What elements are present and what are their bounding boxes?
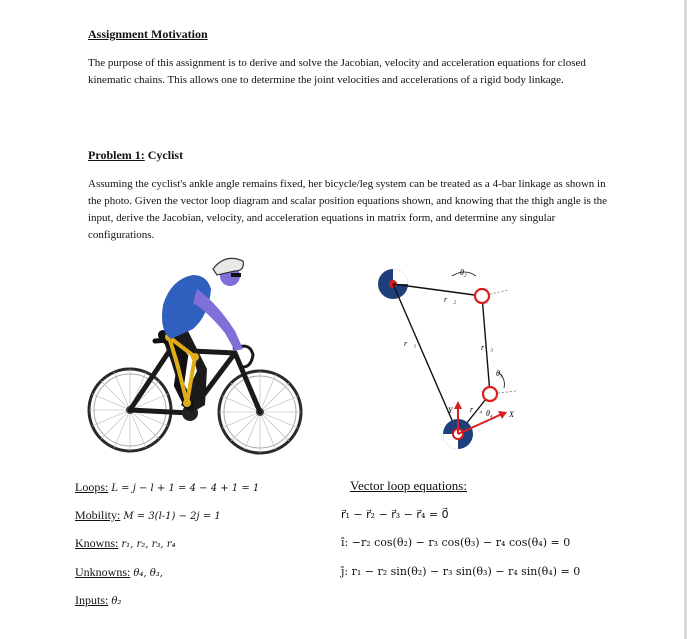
mobility-value: M = 3(l-1) − 2j = 1 <box>123 511 221 522</box>
y-axis-head <box>454 401 462 409</box>
knee-joint <box>191 353 199 361</box>
unknowns-label: Unknowns: <box>75 565 131 579</box>
problem-paragraph: Assuming the cyclist's ankle angle remains fixed, her bicycle/leg system can be treated as a 4-bar linkage as shown in the photo. Given the vector loop diagram and scalar position equations shown, and knowing that the thigh angle is the input, derive the Jacobian, velocity, and acceleration equations in matrix form, and determine any singular configurations. <box>88 178 608 241</box>
unknowns-line <box>75 565 163 580</box>
i-component-equation: î: −r₂ cos(θ₂) − r₃ cos(θ₃) − r₄ cos(θ₄) = 0 <box>341 536 571 549</box>
joint-ankle <box>483 387 497 401</box>
problem-title: Cyclist <box>147 148 184 162</box>
theta2-label: θ₂ <box>460 268 467 277</box>
knowns-value: r₁, r₂, r₃, r₄ <box>121 539 176 550</box>
r3-label: r⃗₃ <box>481 343 494 352</box>
mobility-line <box>75 508 221 523</box>
r1-label: r⃗₁ <box>404 339 417 348</box>
loops-label: Loops: <box>75 480 109 494</box>
joint-knee <box>475 289 489 303</box>
problem-heading <box>88 148 183 163</box>
assignment-paragraph: The purpose of this assignment is to derive and solve the Jacobian, velocity and acceleration equations for closed kinematic chains. This allows one to determine the joint velocities and accelerations of a rigid body linkage. <box>88 57 586 86</box>
sunglasses <box>231 273 241 277</box>
theta4-label: θ₄ <box>486 409 493 418</box>
vector-loop-title: Vector loop equations: <box>350 478 467 493</box>
inputs-line <box>75 593 121 608</box>
mobility-label: Mobility: <box>75 508 121 522</box>
j-component-equation: ĵ: r₁ − r₂ sin(θ₂) − r₃ sin(θ₃) − r₄ sin(θ₄) = 0 <box>341 565 581 578</box>
r4-label: r⃗₄ <box>470 405 483 414</box>
unknowns-value: θ₄, θ₃, <box>133 568 163 579</box>
loops-line <box>75 480 259 495</box>
cyclist-image <box>85 245 315 460</box>
inputs-value: θ₂ <box>111 596 122 607</box>
assignment-heading: Assignment Motivation <box>88 27 208 41</box>
problem-label: Problem 1: <box>88 148 145 162</box>
inputs-label: Inputs: <box>75 593 109 607</box>
y-axis-label: Y <box>448 406 453 415</box>
r2-label: r⃗₂ <box>444 295 457 304</box>
knowns-line <box>75 536 176 551</box>
knowns-label: Knowns: <box>75 536 119 550</box>
theta3-label: θ₃ <box>496 369 503 378</box>
x-axis-label: X <box>509 410 514 419</box>
vector-loop-diagram <box>370 254 530 454</box>
ankle-joint <box>183 399 191 407</box>
vector-equation: r⃗₁ − r⃗₂ − r⃗₃ − r⃗₄ = 0⃗ <box>341 508 449 521</box>
loops-value: L = j − l + 1 = 4 − 4 + 1 = 1 <box>111 483 260 494</box>
